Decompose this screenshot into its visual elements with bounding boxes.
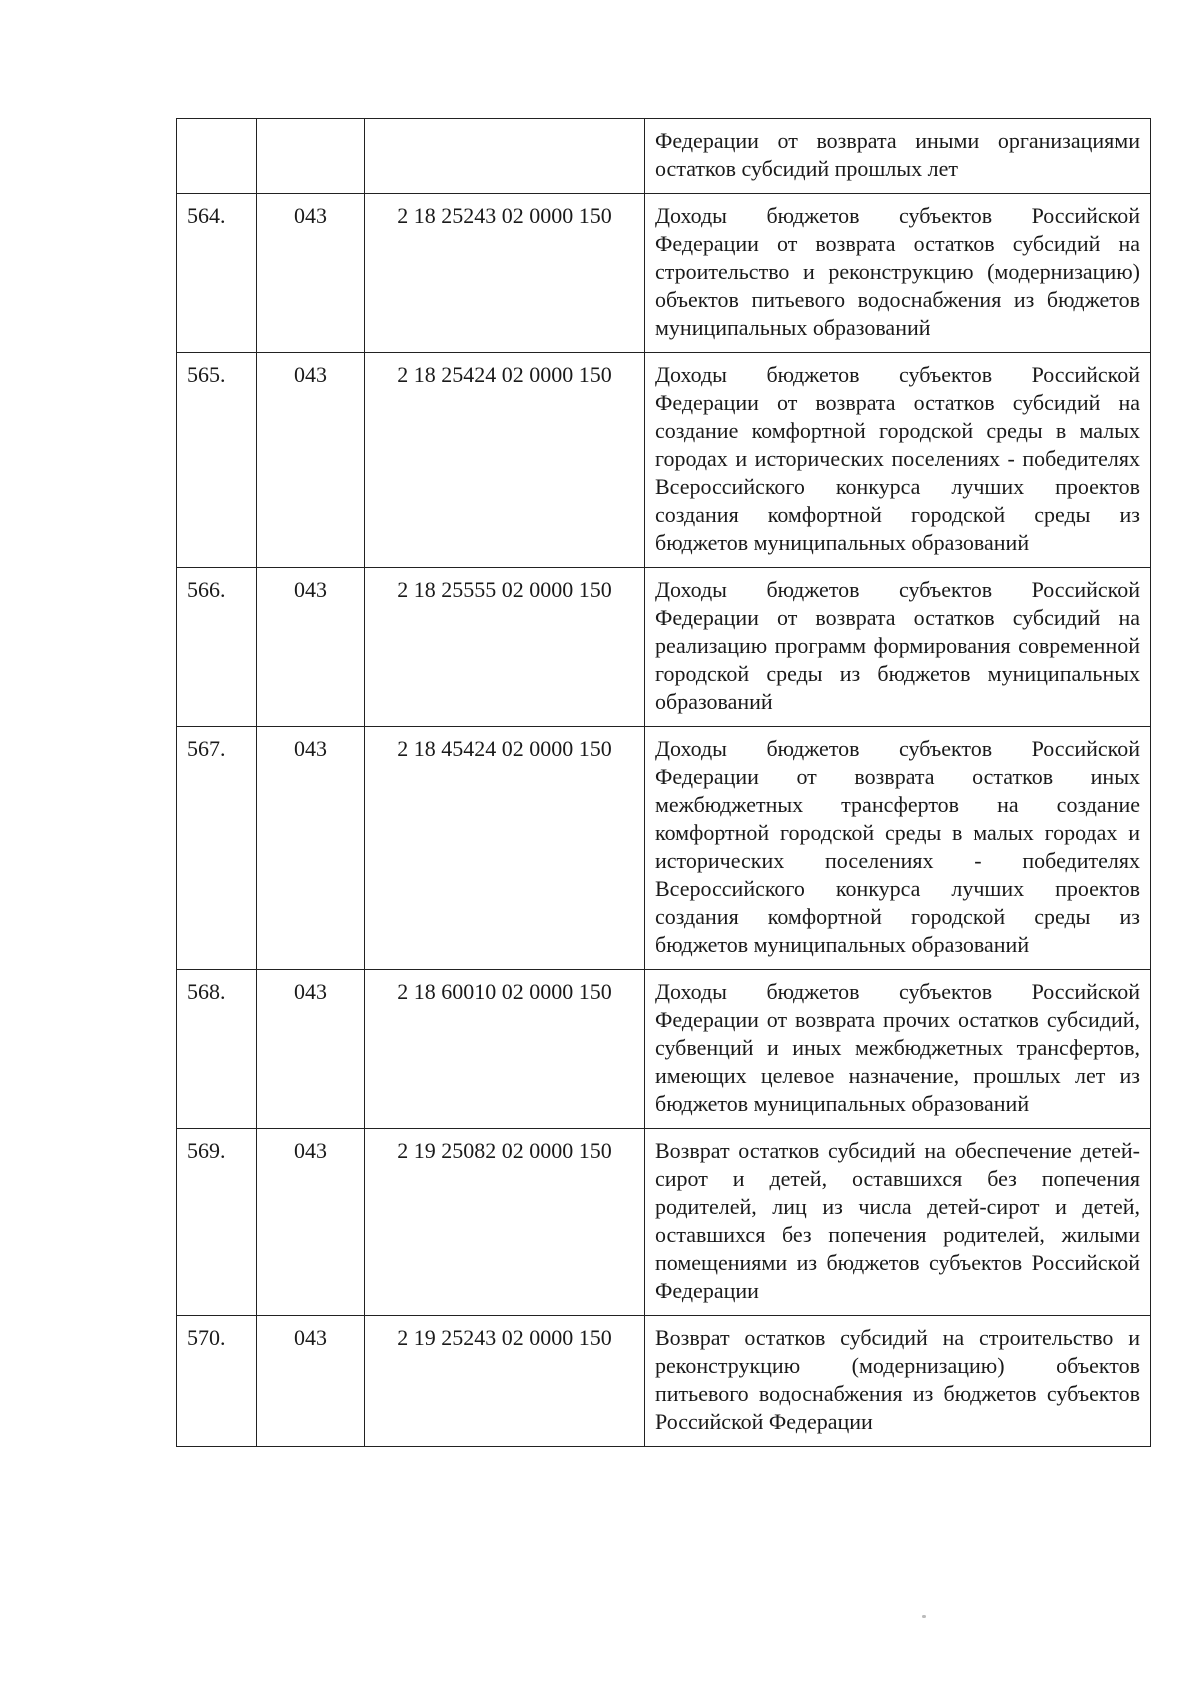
administrator-code-cell: 043 — [257, 568, 365, 727]
income-description-cell — [645, 970, 1151, 1129]
scan-speck — [922, 1615, 926, 1618]
table-row — [177, 353, 1151, 568]
row-number-cell — [177, 119, 257, 194]
income-description-text: Доходы бюджетов субъектов Российской Федерации от возврата остатков субсидий на строительство и реконструкцию (модернизацию) объектов питьевого водоснабжения из бюджетов муниципальных образований — [655, 203, 1140, 340]
income-description-text: Доходы бюджетов субъектов Российской Федерации от возврата остатков субсидий на реализацию программ формирования современной городской среды из бюджетов муниципальных образований — [655, 577, 1140, 714]
income-description-text: Доходы бюджетов субъектов Российской Федерации от возврата прочих остатков субсидий, субвенций и иных межбюджетных трансфертов, имеющих целевое назначение, прошлых лет из бюджетов муниципальных образований — [655, 979, 1140, 1116]
budget-classification-code-cell: 2 18 60010 02 0000 150 — [365, 970, 645, 1129]
table-row — [177, 970, 1151, 1129]
administrator-code-cell: 043 — [257, 1129, 365, 1316]
income-description-cell — [645, 353, 1151, 568]
budget-classification-code-cell: 2 18 25243 02 0000 150 — [365, 194, 645, 353]
table-row — [177, 194, 1151, 353]
income-description-cell — [645, 1316, 1151, 1447]
row-number-cell: 570. — [177, 1316, 257, 1447]
budget-classification-code-cell: 2 18 45424 02 0000 150 — [365, 727, 645, 970]
income-description-cell — [645, 727, 1151, 970]
table-body — [177, 119, 1151, 1447]
row-number-cell: 566. — [177, 568, 257, 727]
income-description-text: Возврат остатков субсидий на строительство и реконструкцию (модернизацию) объектов питьевого водоснабжения из бюджетов субъектов Российской Федерации — [655, 1325, 1140, 1434]
budget-classification-code-cell — [365, 119, 645, 194]
table-row — [177, 1316, 1151, 1447]
budget-classification-code-cell: 2 19 25082 02 0000 150 — [365, 1129, 645, 1316]
row-number-cell: 564. — [177, 194, 257, 353]
budget-classification-code-cell: 2 18 25555 02 0000 150 — [365, 568, 645, 727]
row-number-cell: 565. — [177, 353, 257, 568]
income-description-cell — [645, 119, 1151, 194]
administrator-code-cell: 043 — [257, 727, 365, 970]
administrator-code-cell — [257, 119, 365, 194]
table-row — [177, 119, 1151, 194]
income-description-cell — [645, 194, 1151, 353]
table-row — [177, 1129, 1151, 1316]
income-description-cell — [645, 568, 1151, 727]
income-description-text: Федерации от возврата иными организациями остатков субсидий прошлых лет — [655, 128, 1140, 181]
administrator-code-cell: 043 — [257, 970, 365, 1129]
income-description-text: Возврат остатков субсидий на обеспечение детей-сирот и детей, оставшихся без попечения родителей, лиц из числа детей-сирот и детей, оставшихся без попечения родителей, жилыми помещениями из бюджетов субъектов Российской Федерации — [655, 1138, 1140, 1303]
administrator-code-cell: 043 — [257, 1316, 365, 1447]
row-number-cell: 567. — [177, 727, 257, 970]
row-number-cell: 569. — [177, 1129, 257, 1316]
budget-classification-code-cell: 2 18 25424 02 0000 150 — [365, 353, 645, 568]
row-number-cell: 568. — [177, 970, 257, 1129]
income-description-cell — [645, 1129, 1151, 1316]
income-description-text: Доходы бюджетов субъектов Российской Федерации от возврата остатков субсидий на создание комфортной городской среды в малых городах и исторических поселениях - победителях Всероссийского конкурса лучших проектов создания комфортной городской среды из бюджетов муниципальных образований — [655, 362, 1140, 555]
administrator-code-cell: 043 — [257, 353, 365, 568]
table-row — [177, 568, 1151, 727]
administrator-code-cell: 043 — [257, 194, 365, 353]
table-row — [177, 727, 1151, 970]
income-description-text: Доходы бюджетов субъектов Российской Федерации от возврата остатков иных межбюджетных трансфертов на создание комфортной городской среды в малых городах и исторических поселениях - победителях Всероссийского конкурса лучших проектов создания комфортной городской среды из бюджетов муниципальных образований — [655, 736, 1140, 957]
budget-classification-code-cell: 2 19 25243 02 0000 150 — [365, 1316, 645, 1447]
budget-code-table — [176, 118, 1151, 1447]
